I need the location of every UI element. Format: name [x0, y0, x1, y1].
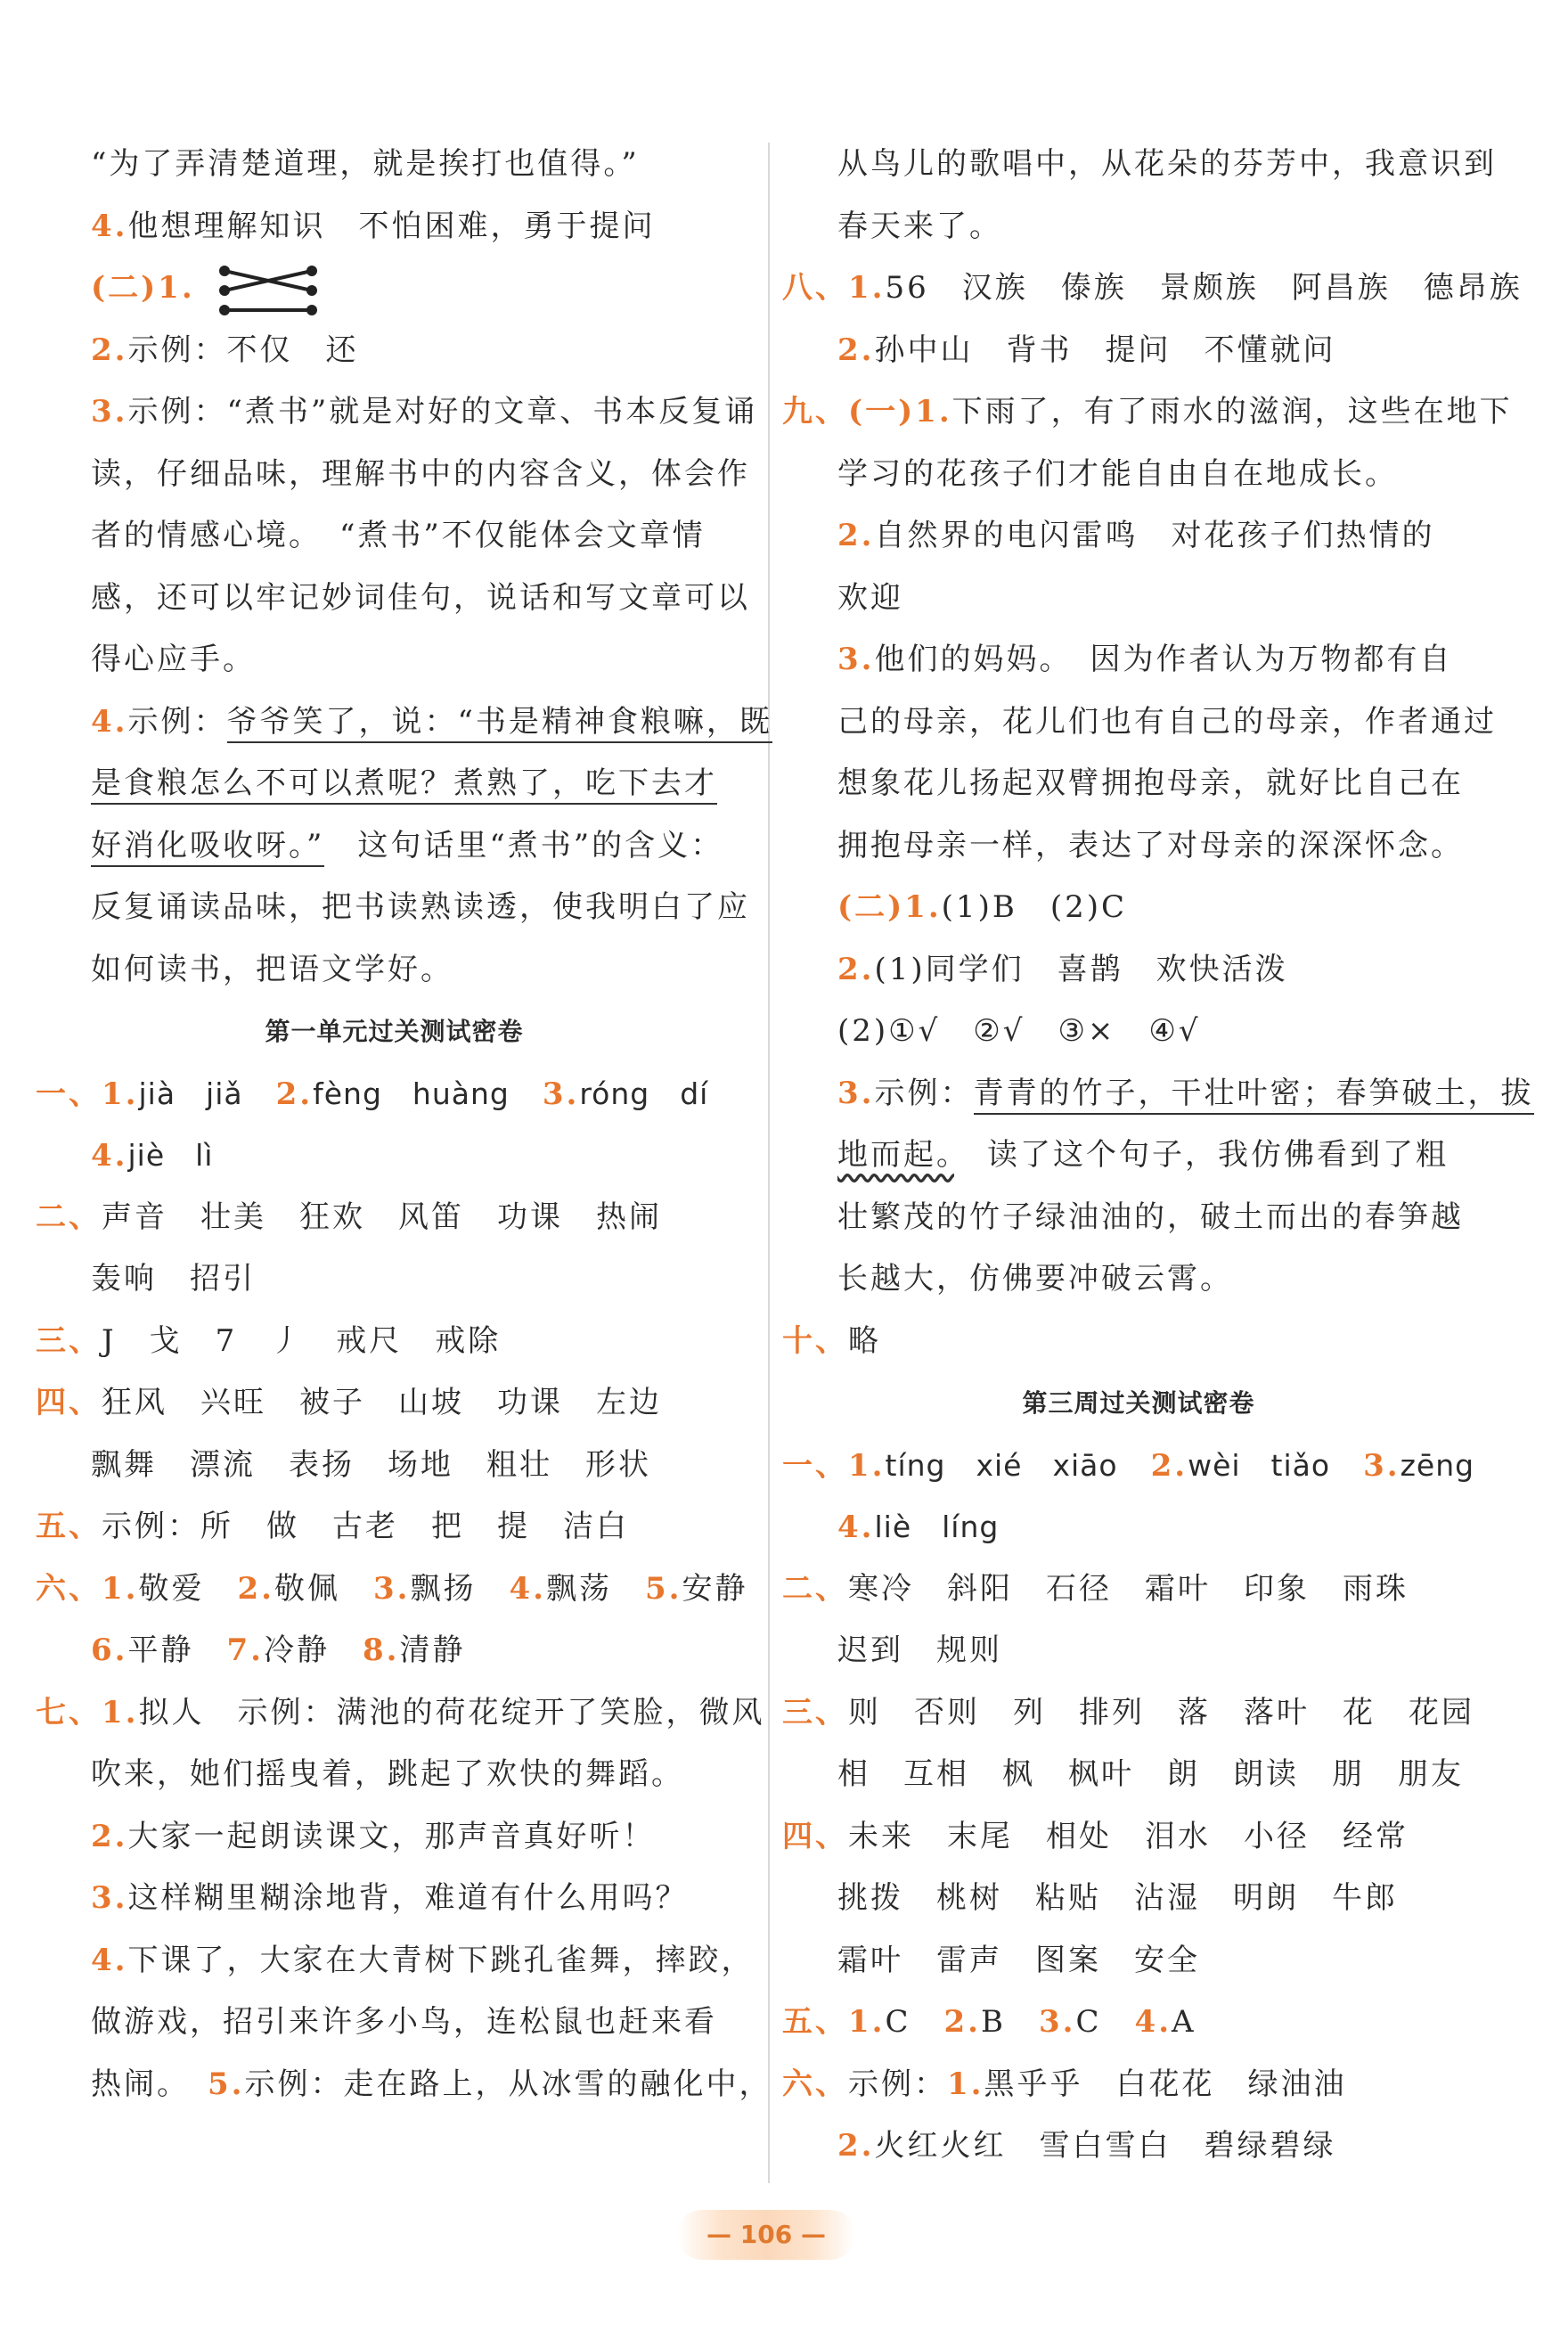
answer-line: 一、1.tíng xié xiāo 2.wèi tiǎo 3.zēng: [782, 1447, 1475, 1484]
answer-line: “为了弄清楚道理，就是挨打也值得。”: [91, 146, 640, 182]
answer-line: 地而起。 读了这个句子，我仿佛看到了粗: [837, 1137, 1449, 1173]
answer-line: 八、1.56 汉族 傣族 景颇族 阿昌族 德昂族: [782, 270, 1523, 306]
answer-line: 学习的花孩子们才能自由自在地成长。: [837, 455, 1398, 492]
answer-line: 4.示例：爷爷笑了，说：“书是精神食粮嘛，既: [36, 691, 753, 754]
answer-line: 4.liè líng: [837, 1510, 1000, 1545]
answer-line: 欢迎: [837, 579, 903, 616]
matching-answer: (二)1.: [36, 258, 753, 320]
answer-line: 三、J 戈 7 丿 戒尺 戒除: [36, 1322, 502, 1359]
answer-line: 四、狂风 兴旺 被子 山坡 功课 左边: [36, 1385, 662, 1420]
section-title: 第一单元过关测试密卷: [265, 1017, 524, 1046]
answer-line: 相 互相 枫 枫叶 朗 朗读 朋 朋友: [837, 1756, 1464, 1792]
answer-line: 2.孙中山 背书 提问 不懂就问: [837, 331, 1336, 368]
left-column: [36, 134, 772, 2115]
answer-line: 3.示例：青青的竹子，干壮叶密；春笋破土，拔: [782, 1063, 1495, 1125]
answer-line: 反复诵读品味，把书读熟读透，使我明白了应: [91, 889, 750, 925]
answer-line: 4.他想理解知识 不怕困难，勇于提问: [91, 208, 656, 244]
answer-line: 十、略: [782, 1322, 881, 1359]
answer-line: 五、示例：所 做 古老 把 提 洁白: [36, 1509, 629, 1544]
answer-line: 6.平静 7.冷静 8.清静: [91, 1632, 466, 1668]
answer-line: 是食粮怎么不可以煮呢？煮熟了，吃下去才: [36, 753, 753, 815]
answer-line: 如何读书，把语文学好。: [91, 951, 453, 987]
answer-line: 飘舞 漂流 表扬 场地 粗壮 形状: [91, 1446, 651, 1483]
answer-line: 六、示例：1.黑乎乎 白花花 绿油油: [782, 2066, 1347, 2102]
answer-line: 七、1.拟人 示例：满池的荷花绽开了笑脸，微风: [36, 1694, 765, 1730]
answer-line: 感，还可以牢记妙词佳句，说话和写文章可以: [91, 579, 750, 616]
answer-line: 四、未来 末尾 相处 泪水 小径 经常: [782, 1818, 1409, 1854]
answer-line: 2.示例：不仅 还: [91, 331, 359, 368]
answer-line: 三、则 否则 列 排列 落 落叶 花 花园: [782, 1694, 1474, 1730]
section-title: 第三周过关测试密卷: [1022, 1388, 1255, 1418]
answer-line: 九、(一)1.下雨了，有了雨水的滋润，这些在地下: [782, 394, 1513, 430]
answer-line: 二、声音 壮美 狂欢 风笛 功课 热闹: [36, 1199, 662, 1235]
answer-line: 从鸟儿的歌唱中，从花朵的芬芳中，我意识到: [837, 146, 1497, 182]
answer-line: 2.自然界的电闪雷鸣 对花孩子们热情的: [837, 518, 1435, 553]
column-divider: [768, 143, 770, 2183]
answer-line: 挑拨 桃树 粘贴 沾湿 明朗 牛郎: [837, 1880, 1398, 1916]
answer-line: 轰响 招引: [91, 1261, 256, 1297]
answer-line: 者的情感心境。 “煮书”不仅能体会文章情: [91, 518, 706, 553]
answer-line: 春天来了。: [837, 208, 1002, 244]
answer-line: 二、寒冷 斜阳 石径 霜叶 印象 雨珠: [782, 1570, 1409, 1607]
answer-line: 迟到 规则: [837, 1632, 1002, 1668]
answer-line: 六、1.敬爱 2.敬佩 3.飘扬 4.飘荡 5.安静: [36, 1570, 748, 1607]
matching-lines-diagram: [207, 258, 331, 321]
answer-line: 五、1.C 2.B 3.C 4.A: [782, 2004, 1196, 2040]
answer-line: 得心应手。: [91, 642, 256, 677]
right-column: [782, 134, 1534, 2178]
answer-line: 3.这样糊里糊涂地背，难道有什么用吗？: [91, 1880, 689, 1916]
answer-line: (二)1.(1)B (2)C: [837, 889, 1127, 925]
answer-line: 4.下课了，大家在大青树下跳孔雀舞，摔跤，: [91, 1942, 755, 1978]
answer-line: 吹来，她们摇曳着，跳起了欢快的舞蹈。: [91, 1756, 684, 1792]
answer-line: 热闹。 5.示例：走在路上，从冰雪的融化中，: [91, 2066, 772, 2102]
answer-line: 3.示例：“煮书”就是对好的文章、书本反复诵: [91, 394, 758, 430]
answer-line: 己的母亲，花儿们也有自己的母亲，作者通过: [837, 703, 1497, 740]
page-number: — 106 —: [677, 2210, 855, 2260]
answer-line: 读，仔细品味，理解书中的内容含义，体会作: [91, 455, 750, 492]
answer-line: 壮繁茂的竹子绿油油的，破土而出的春笋越: [837, 1199, 1464, 1235]
answer-line: 4.jiè lì: [91, 1138, 214, 1174]
answer-line: 2.火红火红 雪白雪白 碧绿碧绿: [837, 2128, 1336, 2164]
answer-line: 拥抱母亲一样，表达了对母亲的深深怀念。: [837, 827, 1464, 863]
answer-line: 长越大，仿佛要冲破云霄。: [837, 1261, 1233, 1297]
answer-line: 做游戏，招引来许多小鸟，连松鼠也赶来看: [91, 2004, 717, 2040]
answer-line: (2)①√ ②√ ③× ④√: [837, 1013, 1201, 1049]
answer-line: 3.他们的妈妈。 因为作者认为万物都有自: [837, 642, 1453, 677]
answer-line: 一、1.jià jiǎ 2.fèng huàng 3.róng dí: [36, 1076, 709, 1112]
answer-line: 2.(1)同学们 喜鹊 欢快活泼: [837, 951, 1288, 987]
answer-line: 霜叶 雷声 图案 安全: [837, 1942, 1200, 1978]
answer-line: 2.大家一起朗读课文，那声音真好听！: [91, 1818, 656, 1854]
answer-line: 好消化吸收呀。” 这句话里“煮书”的含义：: [36, 815, 753, 878]
answer-line: 想象花儿扬起双臂拥抱母亲，就好比自己在: [837, 765, 1464, 801]
